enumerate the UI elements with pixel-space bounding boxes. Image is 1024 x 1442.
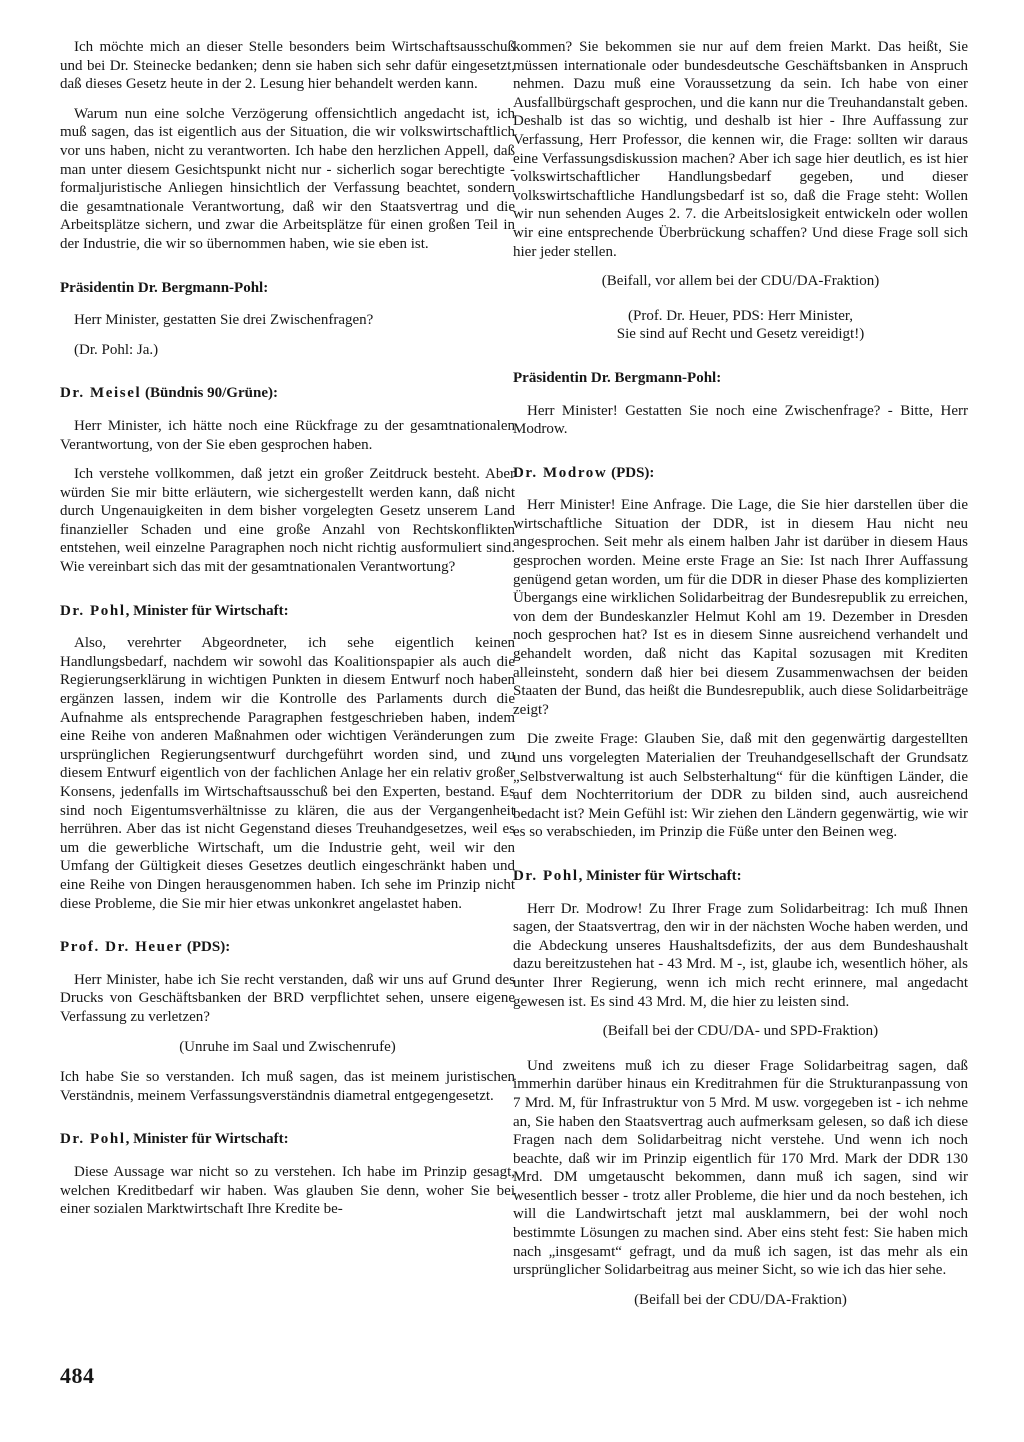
speaker-affiliation: , Minister für Wirtschaft:: [125, 1131, 289, 1148]
speaker-heading: [513, 464, 968, 483]
paragraph: Ich verstehe vollkommen, daß jetzt ein großer Zeitdruck besteht. Aber würden Sie mir bitte erläutern, wie sichergestellt werden kann, daß nicht durch Ungenauigkeiten in dem bisher vorgelegten Gesetz unserem Land finanzieller Schaden und eine große Anzahl von Rechtskonflikten entstehen, weil einzelne Paragraphen noch nicht richtig ausformuliert sind. Wie vereinbart sich das mit der gesamtnationalen Verantwortung?: [60, 466, 515, 576]
speaker-heading: [60, 279, 515, 298]
page-number: 484: [60, 1363, 95, 1388]
paragraph: Herr Minister, habe ich Sie recht verstanden, daß wir uns auf Grund des Drucks von Geschäftsbanken der BRD verpflichtet sehen, unsere eigene Verfassung zu verletzen?: [60, 971, 515, 1025]
paragraph: Die zweite Frage: Glauben Sie, daß mit den gegenwärtig dargestellten und uns vorgelegten Materialien der Treuhandgesellschaft der Grundsatz „Selbstverwaltung ist auch Selbsterhaltung“ für die künftigen Länder, die auf dem Nochterritorium der DDR zu bilden sind, auch ausreichend bedacht ist? Mein Gefühl ist: Wir ziehen den Ländern gegenwärtig, wie wir es so verabschieden, im Prinzip die Füße unter den Beinen weg.: [513, 731, 968, 841]
speaker-name: Dr. Meisel: [60, 385, 142, 402]
applause-note: (Beifall, vor allem bei der CDU/DA-Fraktion): [601, 273, 880, 290]
speaker-heading: [60, 1130, 515, 1149]
speaker-name: Präsidentin Dr. Bergmann-Pohl:: [513, 369, 722, 386]
paragraph: Herr Minister! Gestatten Sie noch eine Zwischenfrage? - Bitte, Herr Modrow.: [513, 402, 968, 438]
paragraph: Herr Minister! Eine Anfrage. Die Lage, die Sie hier darstellen über die wirtschaftliche Situation der DDR, ist in diesem Hau nicht neu angesprochen. Seit mehr als einem halben Jahr ist darüber in diesem Haus gesprochen worden. Meine erste Frage an Sie: Ist nach Ihrer Auffassung genügend getan worden, um für die DDR in dieser Phase des komplizierten Übergangs eine wirklichen Solidarbeitrag der Bundesrepublik zu erreichen, von dem der Bundeskanzler Helmut Kohl am 19. Dezember in Dresden noch gesprochen hat? Ist es in diesem Sinne ausreichend verhandelt und gehandelt worden, daß nicht das Kapital sozusagen mit Krediten alleinsteht, sondern daß hier bei diesem Zusammenwachsen der beiden Staaten der Bund, das heißt die Bundesrepublik, auch diese Solidarbeiträge zeigt?: [513, 497, 968, 718]
interjection: [513, 307, 968, 344]
speaker-affiliation: (PDS):: [183, 939, 231, 956]
left-column: [60, 38, 515, 1230]
speaker-affiliation: , Minister für Wirtschaft:: [578, 867, 742, 884]
speaker-name: Dr. Pohl: [60, 602, 126, 619]
paragraph: Also, verehrter Abgeordneter, ich sehe eigentlich keinen Handlungsbedarf, nachdem wir sowohl das Koalitionspapier als auch die Regierungserklärung in wichtigen Punkten in diesem Entwurf noch haben ergänzen lassen, indem wir die Kontrolle des Parlaments durch die Aufnahme als entsprechende Paragraphen festgeschrieben haben, indem eine Reihe von anderen Maßnahmen oder wichtigen Veränderungen zum ursprünglichen Regierungsentwurf durchgeführt worden sind, und zu diesem Entwurf eigentlich von der fachlichen Anlage her ein relativ großer Konsens, jedenfalls im Wirtschaftsausschuß bei den Experten, bestand. Es sind noch Eigentumsverhältnisse zu klären, die aus der Vergangenheit herrühren. Aber das ist nicht Gegenstand dieses Treuhandgesetzes, weil es um die gewerbliche Wirtschaft, um die Industrie geht, weil wir den Umfang der Gültigkeit dieses Gesetzes deutlich eingeschränkt haben und eine Reihe von Dingen herausgenommen haben. Ich sehe im Prinzip nicht diese Probleme, die Sie mir hier etwas unkonkret angelastet haben.: [60, 635, 515, 912]
speaker-name: Dr. Pohl: [60, 1131, 126, 1148]
speaker-affiliation: , Minister für Wirtschaft:: [125, 602, 289, 619]
speaker-name: Präsidentin Dr. Bergmann-Pohl:: [60, 279, 269, 296]
interjection-line: (Prof. Dr. Heuer, PDS: Herr Minister,: [627, 307, 853, 324]
speaker-heading: [513, 867, 968, 886]
paragraph: Und zweitens muß ich zu dieser Frage Solidarbeitrag sagen, daß immerhin darüber hinaus ein Kreditrahmen für die Strukturanpassung von 7 Mrd. M, für Infrastruktur von 5 Mrd. M usw. vorgegeben ist - ich nehme an, Sie haben den Staatsvertrag auch aufmerksam gelesen, so daß ich diese Fragen nach dem Solidarbeitrag nicht verstehe. Und wenn ich noch beachte, daß wir im Prinzip eigentlich für 170 Mrd. Mark der DDR 130 Mrd. DM umgetauscht bekommen, dann muß ich sagen, sind wir wesentlich besser - trotz aller Probleme, die hier und da noch bestehen, ich will die Landwirtschaft jetzt mal ausklammern, bei der wohl noch bestimmte Lösungen zu machen sind. Aber eins steht fest: Sie haben mich nach „insgesamt“ gefragt, und da muß ich sagen, ist das mehr als ein ursprünglicher Solidarbeitrag aus meiner Sicht, so wie ich das hier sehe.: [513, 1057, 968, 1279]
paragraph: Ich möchte mich an dieser Stelle besonders beim Wirtschaftsausschuß und bei Dr. Steinecke bedanken; denn sie haben sich sehr dafür eingesetzt, daß dieses Gesetz heute in der 2. Lesung hier behandelt werden kann.: [60, 39, 515, 93]
interjection: (Dr. Pohl: Ja.): [74, 341, 159, 358]
speaker-name: Dr. Modrow: [513, 464, 608, 481]
paragraph: Diese Aussage war nicht so zu verstehen. Ich habe im Prinzip gesagt, welchen Kreditbedarf wir haben. Was glauben Sie denn, woher Sie bei einer sozialen Marktwirtschaft Ihre Kredite be-: [60, 1163, 515, 1218]
paragraph: Warum nun eine solche Verzögerung offensichtlich angedacht ist, ich muß sagen, das ist eigentlich aus der Situation, die wir volkswirtschaftlich vor uns haben, nicht zu verantworten. Ich habe den herzlichen Appell, daß man unter diesem Gesichtspunkt nicht nur - sicherlich sogar berechtigte - formaljuristische Anliegen hinsichtlich der Verfassung beachtet, sondern die gesamtnationale Verantwortung, daß wir den Staatsvertrag und die Arbeitsplätze sichern, und zwar die Arbeitsplätze für einen großen Teil in der Industrie, die wir so übernommen haben, wie sie eben ist.: [60, 105, 515, 252]
paragraph: kommen? Sie bekommen sie nur auf dem freien Markt. Das heißt, Sie müssen internationale oder bundesdeutsche Geschäftsbanken in Anspruch nehmen. Dazu muß eine Voraussetzung da sein. Ich habe von einer Ausfallbürgschaft gesprochen, und die kann nur die Treuhandanstalt geben. Deshalb ist das so wichtig, und deshalb ist hier - Ihre Auffassung zur Verfassung, Herr Professor, die kennen wir, die Frage: sollten wir daraus eine Verfassungsdiskussion machen? Aber ich sage hier deutlich, es ist hier volkswirtschaftlicher Handlungsbedarf gegeben, und dieser volkswirtschaftliche Handlungsbedarf ist so, daß die Frage steht: Wollen wir nun sehenden Auges 2. 7. die Arbeitslosigkeit entwickeln oder wollen wir eine entsprechende Überbrückung schaffen? Und diese Frage soll sich hier jeder stellen.: [513, 39, 968, 260]
speaker-name: Prof. Dr. Heuer: [60, 939, 184, 956]
paragraph: Ich habe Sie so verstanden. Ich muß sagen, das ist meinem juristischen Verständnis, meinem Verfassungsverständnis diametral entgegengesetzt.: [60, 1069, 515, 1104]
speaker-heading: [60, 602, 515, 621]
applause-note: (Beifall bei der CDU/DA-Fraktion): [634, 1291, 847, 1308]
interjection-line: Sie sind auf Recht und Gesetz vereidigt!): [616, 326, 865, 343]
speaker-heading: [60, 938, 515, 957]
speaker-affiliation: (PDS):: [607, 464, 655, 481]
speaker-heading: [60, 384, 515, 403]
applause-note: (Beifall bei der CDU/DA- und SPD-Fraktion): [602, 1023, 879, 1040]
interjection: (Unruhe im Saal und Zwischenrufe): [179, 1038, 396, 1055]
paragraph: Herr Minister, gestatten Sie drei Zwischenfragen?: [74, 312, 374, 329]
paragraph: Herr Dr. Modrow! Zu Ihrer Frage zum Solidarbeitrag: Ich muß Ihnen sagen, der Staatsvertrag, den wir in der nächsten Woche haben werden, und die Abdeckung unseres Haushaltsdefizits, der aus dem Bundeshaushalt dazu bereitzustehen hat - 43 Mrd. M -, ist, glaube ich, wesentlich höher, als unter Ihrer Regierung, wenn ich mich recht erinnere, mal angedacht gewesen ist. Es sind 43 Mrd. M, die hier zu leisten sind.: [513, 900, 968, 1010]
speaker-heading: [513, 369, 968, 388]
speaker-affiliation: (Bündnis 90/Grüne):: [141, 385, 278, 402]
speaker-name: Dr. Pohl: [513, 867, 579, 884]
paragraph: Herr Minister, ich hätte noch eine Rückfrage zu der gesamtnationalen Verantwortung, von der Sie eben gesprochen haben.: [60, 417, 515, 453]
right-column: [513, 38, 968, 1325]
